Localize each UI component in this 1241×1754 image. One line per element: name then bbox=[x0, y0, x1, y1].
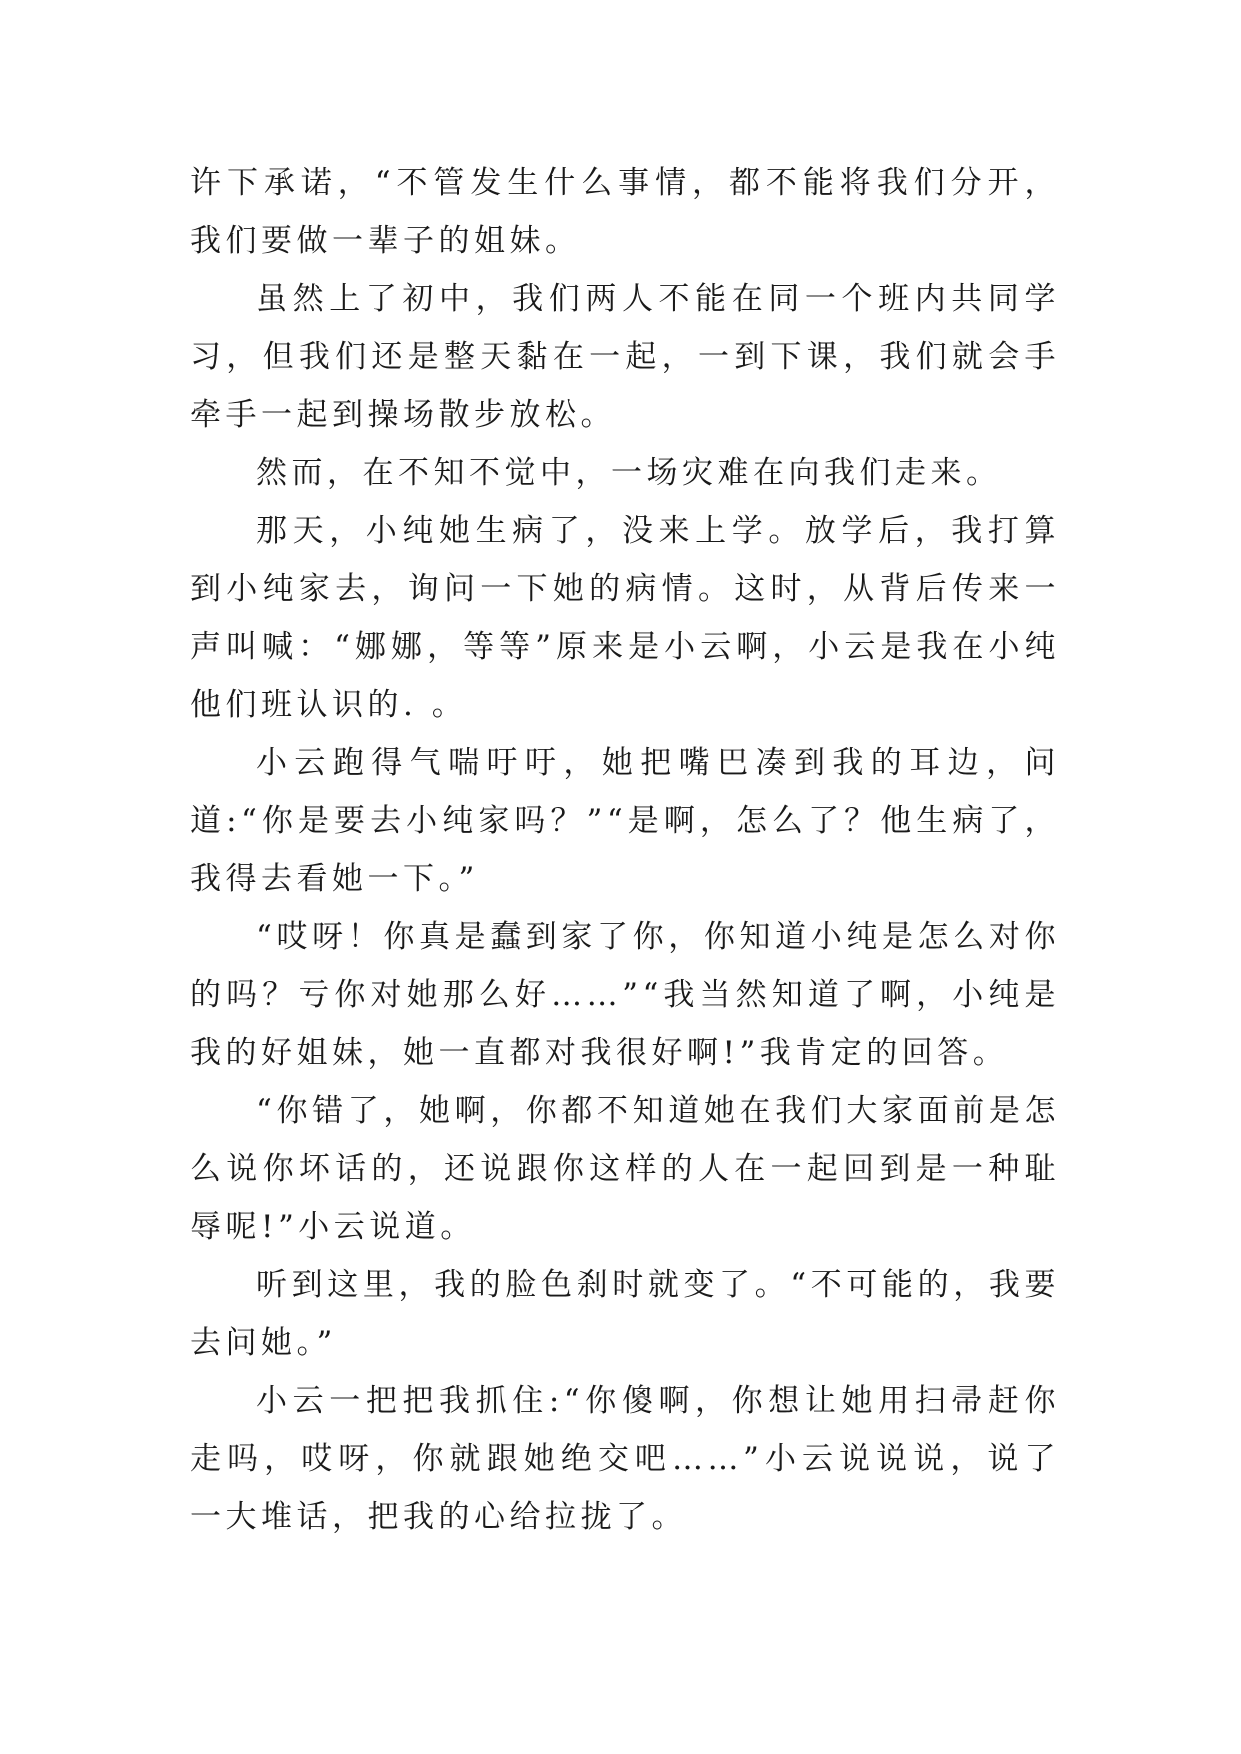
paragraph: 许下承诺，“不管发生什么事情，都不能将我们分开，我们要做一辈子的姐妹。 bbox=[190, 165, 1060, 259]
paragraph: 那天，小纯她生病了，没来上学。放学后，我打算到小纯家去，询问一下她的病情。这时，从背后传来一声叫喊：“娜娜，等等”原来是小云啊，小云是我在小纯他们班认识的. 。 bbox=[190, 513, 1060, 723]
paragraph: “你错了，她啊，你都不知道她在我们大家面前是怎么说你坏话的，还说跟你这样的人在一起回到是一种耻辱呢!”小云说道。 bbox=[190, 1093, 1060, 1245]
paragraph: 听到这里，我的脸色刹时就变了。“不可能的，我要去问她。” bbox=[190, 1267, 1060, 1361]
paragraph: 小云一把把我抓住:“你傻啊，你想让她用扫帚赶你走吗，哎呀，你就跟她绝交吧……”小云说说说，说了一大堆话，把我的心给拉拢了。 bbox=[190, 1383, 1060, 1535]
paragraph: 虽然上了初中，我们两人不能在同一个班内共同学习，但我们还是整天黏在一起，一到下课，我们就会手牵手一起到操场散步放松。 bbox=[190, 281, 1060, 433]
paragraph: 然而，在不知不觉中，一场灾难在向我们走来。 bbox=[256, 455, 1002, 491]
paragraph: “哎呀！你真是蠢到家了你，你知道小纯是怎么对你的吗？亏你对她那么好……”“我当然知道了啊，小纯是我的好姐妹，她一直都对我很好啊!”我肯定的回答。 bbox=[190, 919, 1060, 1071]
paragraph: 小云跑得气喘吁吁，她把嘴巴凑到我的耳边，问道:“你是要去小纯家吗？”“是啊，怎么了？他生病了，我得去看她一下。” bbox=[190, 745, 1060, 897]
body-text bbox=[190, 154, 1060, 1546]
